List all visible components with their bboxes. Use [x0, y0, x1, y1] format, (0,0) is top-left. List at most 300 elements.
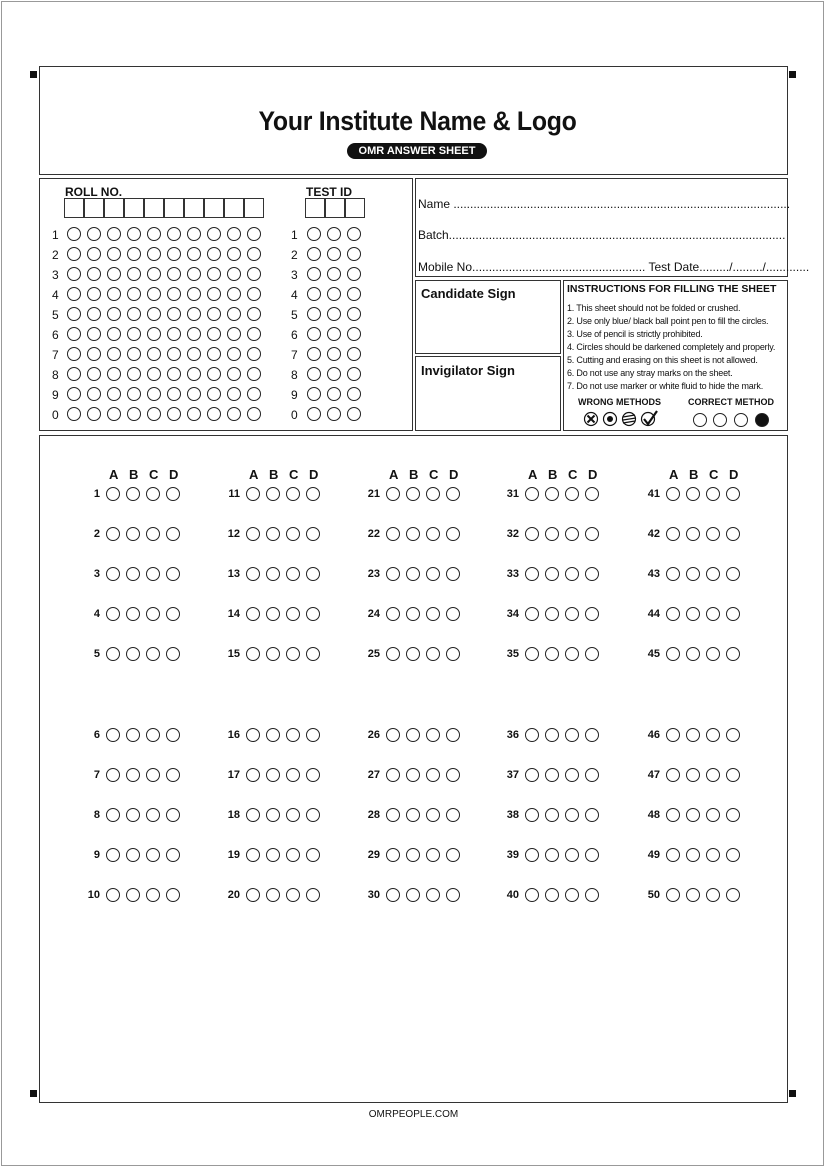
roll-bubble[interactable]: [107, 407, 121, 421]
answer-bubble[interactable]: [565, 768, 579, 782]
roll-bubble[interactable]: [187, 307, 201, 321]
answer-bubble[interactable]: [706, 527, 720, 541]
roll-entry-box[interactable]: [244, 198, 264, 218]
roll-bubble[interactable]: [67, 307, 81, 321]
roll-bubble[interactable]: [67, 287, 81, 301]
answer-bubble[interactable]: [446, 567, 460, 581]
roll-bubble[interactable]: [127, 407, 141, 421]
answer-bubble[interactable]: [585, 728, 599, 742]
roll-bubble[interactable]: [207, 267, 221, 281]
answer-bubble[interactable]: [146, 768, 160, 782]
answer-bubble[interactable]: [266, 527, 280, 541]
answer-bubble[interactable]: [545, 888, 559, 902]
answer-bubble[interactable]: [726, 888, 740, 902]
answer-bubble[interactable]: [525, 567, 539, 581]
answer-bubble[interactable]: [266, 768, 280, 782]
roll-bubble[interactable]: [107, 247, 121, 261]
test-id-bubble[interactable]: [307, 287, 321, 301]
test-id-bubble[interactable]: [307, 307, 321, 321]
roll-bubble[interactable]: [127, 247, 141, 261]
answer-bubble[interactable]: [666, 567, 680, 581]
answer-bubble[interactable]: [545, 848, 559, 862]
roll-bubble[interactable]: [167, 387, 181, 401]
answer-bubble[interactable]: [166, 848, 180, 862]
answer-bubble[interactable]: [446, 647, 460, 661]
answer-bubble[interactable]: [545, 647, 559, 661]
answer-bubble[interactable]: [266, 848, 280, 862]
answer-bubble[interactable]: [306, 647, 320, 661]
roll-bubble[interactable]: [87, 347, 101, 361]
answer-bubble[interactable]: [426, 607, 440, 621]
roll-bubble[interactable]: [67, 267, 81, 281]
roll-bubble[interactable]: [227, 227, 241, 241]
roll-bubble[interactable]: [187, 287, 201, 301]
answer-bubble[interactable]: [446, 808, 460, 822]
answer-bubble[interactable]: [406, 848, 420, 862]
answer-bubble[interactable]: [266, 728, 280, 742]
test-id-bubble[interactable]: [307, 227, 321, 241]
roll-bubble[interactable]: [207, 387, 221, 401]
roll-bubble[interactable]: [207, 307, 221, 321]
answer-bubble[interactable]: [545, 567, 559, 581]
answer-bubble[interactable]: [426, 808, 440, 822]
answer-bubble[interactable]: [666, 768, 680, 782]
roll-bubble[interactable]: [227, 247, 241, 261]
answer-bubble[interactable]: [565, 647, 579, 661]
answer-bubble[interactable]: [585, 768, 599, 782]
roll-bubble[interactable]: [227, 307, 241, 321]
answer-bubble[interactable]: [706, 848, 720, 862]
roll-bubble[interactable]: [107, 287, 121, 301]
answer-bubble[interactable]: [126, 728, 140, 742]
answer-bubble[interactable]: [266, 487, 280, 501]
answer-bubble[interactable]: [246, 728, 260, 742]
answer-bubble[interactable]: [726, 647, 740, 661]
answer-bubble[interactable]: [266, 647, 280, 661]
answer-bubble[interactable]: [246, 567, 260, 581]
answer-bubble[interactable]: [106, 808, 120, 822]
test-id-entry-box[interactable]: [305, 198, 325, 218]
answer-bubble[interactable]: [146, 607, 160, 621]
answer-bubble[interactable]: [166, 808, 180, 822]
answer-bubble[interactable]: [166, 888, 180, 902]
answer-bubble[interactable]: [286, 768, 300, 782]
roll-bubble[interactable]: [107, 307, 121, 321]
answer-bubble[interactable]: [426, 888, 440, 902]
roll-entry-box[interactable]: [204, 198, 224, 218]
answer-bubble[interactable]: [446, 607, 460, 621]
test-id-bubble[interactable]: [347, 227, 361, 241]
answer-bubble[interactable]: [106, 768, 120, 782]
answer-bubble[interactable]: [106, 888, 120, 902]
answer-bubble[interactable]: [386, 647, 400, 661]
answer-bubble[interactable]: [706, 888, 720, 902]
answer-bubble[interactable]: [146, 888, 160, 902]
answer-bubble[interactable]: [246, 647, 260, 661]
roll-bubble[interactable]: [227, 407, 241, 421]
roll-bubble[interactable]: [127, 287, 141, 301]
answer-bubble[interactable]: [406, 487, 420, 501]
answer-bubble[interactable]: [306, 567, 320, 581]
roll-bubble[interactable]: [127, 327, 141, 341]
roll-bubble[interactable]: [147, 327, 161, 341]
answer-bubble[interactable]: [585, 848, 599, 862]
test-id-bubble[interactable]: [307, 367, 321, 381]
answer-bubble[interactable]: [126, 888, 140, 902]
answer-bubble[interactable]: [286, 848, 300, 862]
answer-bubble[interactable]: [545, 728, 559, 742]
answer-bubble[interactable]: [126, 848, 140, 862]
roll-bubble[interactable]: [87, 287, 101, 301]
answer-bubble[interactable]: [666, 527, 680, 541]
answer-bubble[interactable]: [146, 848, 160, 862]
answer-bubble[interactable]: [525, 607, 539, 621]
roll-bubble[interactable]: [67, 347, 81, 361]
roll-bubble[interactable]: [147, 407, 161, 421]
roll-bubble[interactable]: [247, 407, 261, 421]
answer-bubble[interactable]: [286, 808, 300, 822]
answer-bubble[interactable]: [286, 527, 300, 541]
answer-bubble[interactable]: [146, 567, 160, 581]
answer-bubble[interactable]: [686, 647, 700, 661]
roll-bubble[interactable]: [147, 267, 161, 281]
roll-bubble[interactable]: [247, 367, 261, 381]
roll-bubble[interactable]: [67, 327, 81, 341]
test-id-bubble[interactable]: [347, 347, 361, 361]
answer-bubble[interactable]: [585, 647, 599, 661]
test-id-bubble[interactable]: [347, 267, 361, 281]
answer-bubble[interactable]: [146, 728, 160, 742]
answer-bubble[interactable]: [286, 647, 300, 661]
answer-bubble[interactable]: [126, 808, 140, 822]
test-id-bubble[interactable]: [307, 247, 321, 261]
answer-bubble[interactable]: [126, 527, 140, 541]
answer-bubble[interactable]: [726, 848, 740, 862]
test-id-bubble[interactable]: [347, 247, 361, 261]
roll-bubble[interactable]: [87, 407, 101, 421]
answer-bubble[interactable]: [386, 607, 400, 621]
roll-entry-box[interactable]: [164, 198, 184, 218]
answer-bubble[interactable]: [726, 768, 740, 782]
roll-bubble[interactable]: [147, 227, 161, 241]
roll-bubble[interactable]: [107, 267, 121, 281]
answer-bubble[interactable]: [686, 527, 700, 541]
roll-bubble[interactable]: [67, 247, 81, 261]
answer-bubble[interactable]: [585, 567, 599, 581]
roll-bubble[interactable]: [127, 307, 141, 321]
roll-bubble[interactable]: [207, 327, 221, 341]
answer-bubble[interactable]: [126, 487, 140, 501]
roll-bubble[interactable]: [247, 327, 261, 341]
test-id-bubble[interactable]: [327, 247, 341, 261]
answer-bubble[interactable]: [286, 728, 300, 742]
answer-bubble[interactable]: [386, 888, 400, 902]
answer-bubble[interactable]: [706, 607, 720, 621]
answer-bubble[interactable]: [106, 607, 120, 621]
answer-bubble[interactable]: [706, 647, 720, 661]
roll-bubble[interactable]: [147, 387, 161, 401]
answer-bubble[interactable]: [286, 487, 300, 501]
roll-bubble[interactable]: [187, 387, 201, 401]
answer-bubble[interactable]: [545, 808, 559, 822]
answer-bubble[interactable]: [666, 888, 680, 902]
test-id-entry-box[interactable]: [345, 198, 365, 218]
answer-bubble[interactable]: [686, 567, 700, 581]
answer-bubble[interactable]: [686, 607, 700, 621]
roll-bubble[interactable]: [247, 307, 261, 321]
answer-bubble[interactable]: [706, 567, 720, 581]
answer-bubble[interactable]: [525, 808, 539, 822]
answer-bubble[interactable]: [406, 567, 420, 581]
answer-bubble[interactable]: [545, 527, 559, 541]
test-id-bubble[interactable]: [307, 347, 321, 361]
test-id-bubble[interactable]: [307, 387, 321, 401]
answer-bubble[interactable]: [406, 607, 420, 621]
answer-bubble[interactable]: [726, 567, 740, 581]
answer-bubble[interactable]: [146, 647, 160, 661]
roll-bubble[interactable]: [207, 367, 221, 381]
answer-bubble[interactable]: [106, 527, 120, 541]
roll-bubble[interactable]: [227, 267, 241, 281]
answer-bubble[interactable]: [565, 567, 579, 581]
roll-bubble[interactable]: [207, 407, 221, 421]
answer-bubble[interactable]: [706, 808, 720, 822]
answer-bubble[interactable]: [565, 607, 579, 621]
roll-bubble[interactable]: [87, 367, 101, 381]
answer-bubble[interactable]: [585, 888, 599, 902]
roll-bubble[interactable]: [67, 407, 81, 421]
answer-bubble[interactable]: [126, 647, 140, 661]
roll-entry-box[interactable]: [224, 198, 244, 218]
answer-bubble[interactable]: [446, 848, 460, 862]
answer-bubble[interactable]: [246, 768, 260, 782]
answer-bubble[interactable]: [386, 527, 400, 541]
roll-bubble[interactable]: [247, 287, 261, 301]
mobile-date-field[interactable]: Mobile No.................................................... Test Date........./........./.............: [418, 260, 810, 274]
batch-field[interactable]: Batch.....................................................................................................: [418, 228, 786, 242]
roll-bubble[interactable]: [187, 407, 201, 421]
answer-bubble[interactable]: [246, 487, 260, 501]
test-id-bubble[interactable]: [327, 407, 341, 421]
roll-bubble[interactable]: [127, 227, 141, 241]
answer-bubble[interactable]: [386, 487, 400, 501]
roll-bubble[interactable]: [167, 247, 181, 261]
test-id-bubble[interactable]: [347, 387, 361, 401]
test-id-bubble[interactable]: [347, 407, 361, 421]
roll-bubble[interactable]: [107, 367, 121, 381]
answer-bubble[interactable]: [166, 567, 180, 581]
roll-bubble[interactable]: [167, 407, 181, 421]
answer-bubble[interactable]: [426, 848, 440, 862]
answer-bubble[interactable]: [565, 888, 579, 902]
roll-bubble[interactable]: [67, 227, 81, 241]
test-id-bubble[interactable]: [307, 407, 321, 421]
roll-bubble[interactable]: [187, 327, 201, 341]
test-id-bubble[interactable]: [327, 267, 341, 281]
answer-bubble[interactable]: [106, 848, 120, 862]
answer-bubble[interactable]: [545, 768, 559, 782]
answer-bubble[interactable]: [426, 527, 440, 541]
roll-bubble[interactable]: [87, 247, 101, 261]
answer-bubble[interactable]: [406, 527, 420, 541]
roll-bubble[interactable]: [107, 387, 121, 401]
roll-bubble[interactable]: [127, 367, 141, 381]
answer-bubble[interactable]: [446, 728, 460, 742]
name-field[interactable]: Name .....................................................................................................: [418, 197, 791, 211]
test-id-bubble[interactable]: [347, 307, 361, 321]
answer-bubble[interactable]: [266, 607, 280, 621]
answer-bubble[interactable]: [706, 487, 720, 501]
answer-bubble[interactable]: [686, 728, 700, 742]
answer-bubble[interactable]: [106, 728, 120, 742]
answer-bubble[interactable]: [666, 808, 680, 822]
answer-bubble[interactable]: [126, 607, 140, 621]
answer-bubble[interactable]: [426, 647, 440, 661]
roll-bubble[interactable]: [187, 267, 201, 281]
answer-bubble[interactable]: [266, 808, 280, 822]
answer-bubble[interactable]: [246, 888, 260, 902]
answer-bubble[interactable]: [446, 527, 460, 541]
answer-bubble[interactable]: [406, 728, 420, 742]
roll-bubble[interactable]: [147, 287, 161, 301]
roll-entry-box[interactable]: [124, 198, 144, 218]
answer-bubble[interactable]: [726, 728, 740, 742]
answer-bubble[interactable]: [166, 728, 180, 742]
answer-bubble[interactable]: [426, 728, 440, 742]
answer-bubble[interactable]: [166, 768, 180, 782]
answer-bubble[interactable]: [525, 647, 539, 661]
answer-bubble[interactable]: [525, 487, 539, 501]
answer-bubble[interactable]: [406, 808, 420, 822]
roll-bubble[interactable]: [167, 307, 181, 321]
answer-bubble[interactable]: [306, 768, 320, 782]
roll-bubble[interactable]: [87, 307, 101, 321]
roll-bubble[interactable]: [247, 387, 261, 401]
answer-bubble[interactable]: [525, 848, 539, 862]
answer-bubble[interactable]: [686, 768, 700, 782]
roll-bubble[interactable]: [247, 247, 261, 261]
roll-entry-box[interactable]: [84, 198, 104, 218]
answer-bubble[interactable]: [726, 487, 740, 501]
roll-bubble[interactable]: [147, 367, 161, 381]
answer-bubble[interactable]: [246, 848, 260, 862]
roll-bubble[interactable]: [147, 307, 161, 321]
roll-bubble[interactable]: [87, 227, 101, 241]
answer-bubble[interactable]: [666, 607, 680, 621]
test-id-bubble[interactable]: [327, 307, 341, 321]
answer-bubble[interactable]: [446, 487, 460, 501]
answer-bubble[interactable]: [266, 888, 280, 902]
test-id-bubble[interactable]: [347, 327, 361, 341]
roll-entry-box[interactable]: [184, 198, 204, 218]
answer-bubble[interactable]: [306, 848, 320, 862]
answer-bubble[interactable]: [726, 607, 740, 621]
answer-bubble[interactable]: [166, 487, 180, 501]
answer-bubble[interactable]: [246, 527, 260, 541]
answer-bubble[interactable]: [406, 888, 420, 902]
answer-bubble[interactable]: [666, 728, 680, 742]
roll-bubble[interactable]: [187, 227, 201, 241]
answer-bubble[interactable]: [406, 768, 420, 782]
roll-bubble[interactable]: [227, 287, 241, 301]
answer-bubble[interactable]: [686, 888, 700, 902]
answer-bubble[interactable]: [726, 808, 740, 822]
test-id-entry-box[interactable]: [325, 198, 345, 218]
roll-bubble[interactable]: [187, 347, 201, 361]
answer-bubble[interactable]: [525, 728, 539, 742]
answer-bubble[interactable]: [386, 848, 400, 862]
roll-entry-box[interactable]: [144, 198, 164, 218]
answer-bubble[interactable]: [686, 808, 700, 822]
roll-bubble[interactable]: [87, 387, 101, 401]
answer-bubble[interactable]: [525, 527, 539, 541]
roll-bubble[interactable]: [107, 227, 121, 241]
answer-bubble[interactable]: [666, 848, 680, 862]
roll-bubble[interactable]: [207, 227, 221, 241]
answer-bubble[interactable]: [426, 487, 440, 501]
answer-bubble[interactable]: [106, 487, 120, 501]
answer-bubble[interactable]: [585, 607, 599, 621]
roll-bubble[interactable]: [87, 327, 101, 341]
answer-bubble[interactable]: [106, 567, 120, 581]
answer-bubble[interactable]: [246, 607, 260, 621]
roll-bubble[interactable]: [207, 287, 221, 301]
roll-bubble[interactable]: [127, 267, 141, 281]
roll-bubble[interactable]: [167, 367, 181, 381]
test-id-bubble[interactable]: [347, 367, 361, 381]
answer-bubble[interactable]: [306, 728, 320, 742]
roll-bubble[interactable]: [167, 327, 181, 341]
roll-bubble[interactable]: [107, 347, 121, 361]
roll-bubble[interactable]: [207, 247, 221, 261]
answer-bubble[interactable]: [585, 808, 599, 822]
answer-bubble[interactable]: [585, 527, 599, 541]
roll-bubble[interactable]: [167, 267, 181, 281]
roll-bubble[interactable]: [127, 387, 141, 401]
answer-bubble[interactable]: [446, 768, 460, 782]
test-id-bubble[interactable]: [327, 367, 341, 381]
roll-bubble[interactable]: [227, 387, 241, 401]
answer-bubble[interactable]: [565, 527, 579, 541]
answer-bubble[interactable]: [386, 728, 400, 742]
answer-bubble[interactable]: [146, 487, 160, 501]
roll-bubble[interactable]: [147, 347, 161, 361]
answer-bubble[interactable]: [126, 768, 140, 782]
answer-bubble[interactable]: [306, 808, 320, 822]
test-id-bubble[interactable]: [327, 287, 341, 301]
answer-bubble[interactable]: [406, 647, 420, 661]
test-id-bubble[interactable]: [327, 227, 341, 241]
roll-bubble[interactable]: [67, 367, 81, 381]
answer-bubble[interactable]: [306, 607, 320, 621]
answer-bubble[interactable]: [666, 647, 680, 661]
answer-bubble[interactable]: [706, 728, 720, 742]
answer-bubble[interactable]: [126, 567, 140, 581]
answer-bubble[interactable]: [565, 808, 579, 822]
answer-bubble[interactable]: [306, 527, 320, 541]
answer-bubble[interactable]: [426, 768, 440, 782]
test-id-bubble[interactable]: [307, 267, 321, 281]
roll-bubble[interactable]: [187, 247, 201, 261]
roll-bubble[interactable]: [167, 347, 181, 361]
answer-bubble[interactable]: [386, 768, 400, 782]
answer-bubble[interactable]: [686, 848, 700, 862]
answer-bubble[interactable]: [246, 808, 260, 822]
roll-bubble[interactable]: [227, 347, 241, 361]
answer-bubble[interactable]: [166, 607, 180, 621]
answer-bubble[interactable]: [426, 567, 440, 581]
answer-bubble[interactable]: [286, 607, 300, 621]
